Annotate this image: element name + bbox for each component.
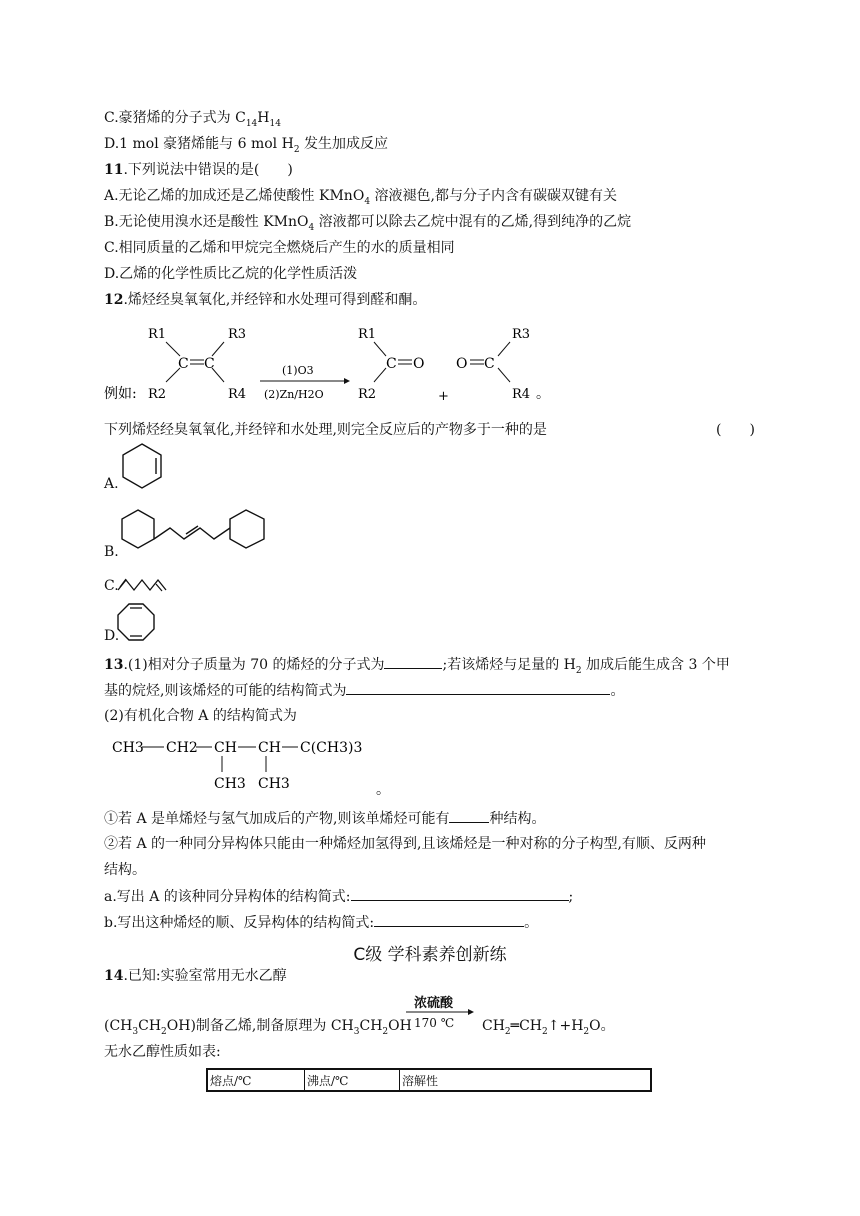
q13-item2-cont: 结构。 xyxy=(104,862,146,878)
header-boiling-point: 沸点/℃ xyxy=(305,1069,400,1091)
reactant-c2: C xyxy=(204,356,215,372)
ozonolysis-reaction-scheme xyxy=(100,318,580,408)
product-r1: R1 xyxy=(358,327,377,342)
svg-text:CH: CH xyxy=(258,740,281,756)
q10-option-d: D.1 mol 豪猪烯能与 6 mol $H_2$ 发生加成反应 xyxy=(104,136,389,155)
q11-option-d: D.乙烯的化学性质比乙烷的化学性质活泼 xyxy=(104,266,358,282)
q13-item-a: a.写出 A 的该种同分异构体的结构简式: ; xyxy=(104,886,573,907)
compound-a-structure xyxy=(110,734,410,800)
q14-line2: $(CH_3CH_2OH)$制备乙烯,制备原理为 $CH_3CH_2OH$ xyxy=(104,1018,412,1037)
svg-text:CH3: CH3 xyxy=(112,740,144,756)
blank-cis-trans[interactable] xyxy=(374,912,524,927)
q11-option-c: C.相同质量的乙烯和甲烷完全燃烧后产生的水的质量相同 xyxy=(104,240,455,256)
q12-option-d-label: D. xyxy=(104,628,120,644)
q13-line1: 13.(1)相对分子质量为 70 的烯烃的分子式为 ;若该烯烃与足量的 $H_2$ 加成后能生成含 3 个甲 xyxy=(104,654,730,681)
product1-c: C xyxy=(386,356,397,372)
plus-sign: + xyxy=(438,389,449,404)
ethanol-properties-table xyxy=(206,1068,652,1092)
reactant-r2: R2 xyxy=(148,387,167,402)
svg-text:CH2: CH2 xyxy=(166,740,198,756)
q13-item2: ②若 A 的一种同分异构体只能由一种烯烃加氢得到,且该烯烃是一种对称的分子构型,有顺、反两种 xyxy=(104,836,706,852)
diene-chain-structure xyxy=(116,576,168,594)
q13-line2: 基的烷烃,则该烯烃的可能的结构简式为 。 xyxy=(104,680,624,701)
reactant-r3: R3 xyxy=(228,327,247,342)
q12-option-c-label: C. xyxy=(104,578,119,594)
q11-stem: 11.下列说法中错误的是( ) xyxy=(104,162,293,178)
header-solubility: 溶解性 xyxy=(400,1069,652,1091)
product-r4: R4 xyxy=(512,387,531,402)
svg-text:C(CH3)3: C(CH3)3 xyxy=(300,740,363,756)
reactant-r4: R4 xyxy=(228,387,247,402)
svg-text:CH3: CH3 xyxy=(258,776,290,792)
q12-question: 下列烯烃经臭氧氧化,并经锌和水处理,则完全反应后的产物多于一种的是 xyxy=(104,422,547,438)
condition-1: (1)O3 xyxy=(282,364,314,377)
q14-products: $CH_2═CH_2↑+H_2O$。 xyxy=(482,1018,615,1037)
reaction-end: 。 xyxy=(536,386,550,402)
blank-structure[interactable] xyxy=(346,680,610,695)
q11-option-a: A.无论乙烯的加成还是乙烯使酸性 KMnO$_4$ 溶液褪色,都与分子内含有碳碳双键有关 xyxy=(104,188,617,207)
product2-o: O xyxy=(456,356,468,372)
product-r3: R3 xyxy=(512,327,531,342)
svg-text:CH: CH xyxy=(214,740,237,756)
reactant-c1: C xyxy=(178,356,189,372)
q13-item1: ①若 A 是单烯烃与氢气加成后的产物,则该单烯烃可能有 种结构。 xyxy=(104,808,545,829)
cyclohexene-structure xyxy=(118,442,166,490)
header-melting-point: 熔点/℃ xyxy=(207,1069,305,1091)
q14-stem: 14.已知:实验室常用无水乙醇 xyxy=(104,968,287,984)
svg-text:CH3: CH3 xyxy=(214,776,246,792)
q13-item-b: b.写出这种烯烃的顺、反异构体的结构简式: 。 xyxy=(104,912,538,933)
section-c-heading: C级 学科素养创新练 xyxy=(353,945,507,965)
q12-answer-paren: ( ) xyxy=(716,422,755,438)
q12-option-a-label: A. xyxy=(104,476,119,492)
example-label: 例如: xyxy=(104,386,137,402)
svg-text:。: 。 xyxy=(376,782,390,798)
dicyclohexylbutene-structure xyxy=(118,506,270,558)
reaction-arrow xyxy=(406,1008,474,1016)
product-r2: R2 xyxy=(358,387,377,402)
condition-2: (2)Zn/H2O xyxy=(264,388,324,401)
blank-count[interactable] xyxy=(449,808,489,823)
q10-option-c: C.豪猪烯的分子式为 $C_{14}H_{14}$ xyxy=(104,110,281,129)
q12-stem: 12.烯烃经臭氧氧化,并经锌和水处理可得到醛和酮。 xyxy=(104,292,427,308)
product1-o: O xyxy=(413,356,425,372)
q14-table-intro: 无水乙醇性质如表: xyxy=(104,1044,221,1060)
reactant-r1: R1 xyxy=(148,327,167,342)
q12-option-b-label: B. xyxy=(104,544,119,560)
reaction-condition-bottom: 170 ℃ xyxy=(414,1016,455,1030)
product2-c: C xyxy=(484,356,495,372)
reaction-condition-top: 浓硫酸 xyxy=(414,996,454,1011)
q11-option-b: B.无论使用溴水还是酸性 KMnO$_4$ 溶液都可以除去乙烷中混有的乙烯,得到纯净的乙烷 xyxy=(104,214,632,233)
blank-isomer[interactable] xyxy=(351,886,569,901)
table-row xyxy=(207,1069,651,1091)
blank-formula[interactable] xyxy=(384,654,442,669)
cyclooctadiene-structure xyxy=(116,602,156,642)
q13-part2: (2)有机化合物 A 的结构简式为 xyxy=(104,708,297,724)
